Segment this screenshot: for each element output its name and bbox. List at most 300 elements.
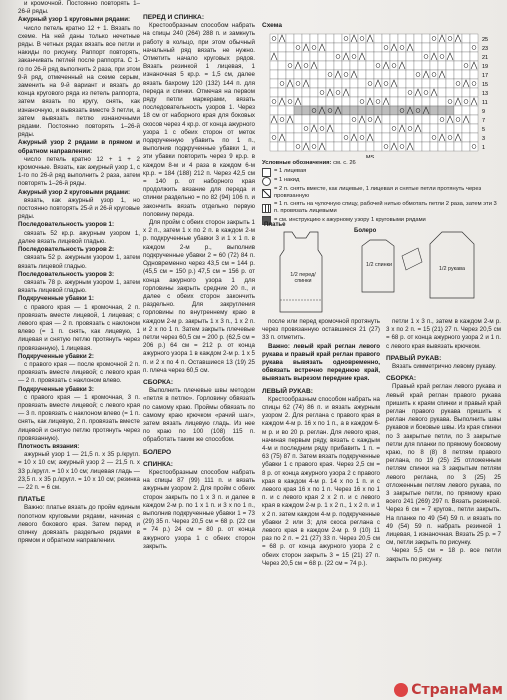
paragraph: Важно: платье вязать до пройм единым полотном круговыми рядами, начиная с левого бокового края. Затем перед и спинку довязать раздельно рядами в прямом и обратном направлении. xyxy=(18,504,140,545)
chart-cell xyxy=(470,79,478,88)
chart-cell xyxy=(310,88,318,97)
chart-cell xyxy=(318,61,326,70)
garment-diagrams xyxy=(262,222,502,318)
chart-cell xyxy=(390,88,398,97)
row-number-label: 7 xyxy=(482,118,486,124)
chart-cell xyxy=(470,88,478,97)
chart-cell xyxy=(286,52,294,61)
chart-cell xyxy=(294,43,302,52)
paragraph: ажурный узор 1 — 21,5 п. x 35 р./кругл. = 10 x 10 см; ажурный узор 2 — 21,5 п. x 33 р./кругл. = 10 x 10 см; лицевая гладь — 23,5 п. x 35 р./кругл. = 10 x 10 см; резинка — 22 п. = 6 см. xyxy=(18,451,140,491)
chart-cell xyxy=(350,106,358,115)
chart-cell xyxy=(366,43,374,52)
chart-cell xyxy=(446,34,454,43)
chart-cell xyxy=(326,106,334,115)
chart-cell xyxy=(438,142,446,151)
yarn-over-icon xyxy=(262,177,271,186)
paragraph: Выполнить плечевые швы методом «петля в петлю». Горловину обвязать по самому краю. Проймы обвязать по самому краю крючком «рачий шаг», затем вязать лицевую гладь. Из нее по краю по 100 (108) 115 п. обработать таким же способом. xyxy=(143,387,255,444)
chart-cell xyxy=(374,52,382,61)
chart-cell xyxy=(454,43,462,52)
chart-cell xyxy=(406,52,414,61)
chart-cell xyxy=(270,124,278,133)
chart-cell xyxy=(334,88,342,97)
chart-cell xyxy=(350,142,358,151)
chart-grid xyxy=(262,30,502,158)
row-number-label: 15 xyxy=(482,82,489,88)
chart-cell xyxy=(326,52,334,61)
paragraph: вязать, как ажурный узор 1, но постоянно повторять 25-й и 26-й круговые ряды. xyxy=(18,196,140,221)
chart-cell xyxy=(462,124,470,133)
chart-cell xyxy=(454,70,462,79)
chart-cell xyxy=(390,52,398,61)
chart-cell xyxy=(342,34,350,43)
chart-cell xyxy=(374,142,382,151)
chart-cell xyxy=(350,97,358,106)
chart-cell xyxy=(294,115,302,124)
chart-cell xyxy=(438,97,446,106)
chart-cell xyxy=(342,70,350,79)
chart-cell xyxy=(334,52,342,61)
chart-cell xyxy=(326,61,334,70)
section-title: БОЛЕРО xyxy=(143,448,172,456)
chart-cell xyxy=(454,61,462,70)
chart-cell xyxy=(302,97,310,106)
diagram-label: 1/2 перед/спинки xyxy=(290,272,316,285)
chart-cell xyxy=(382,142,390,151)
chart-cell xyxy=(390,70,398,79)
chart-cell xyxy=(334,61,342,70)
chart-cell xyxy=(302,124,310,133)
chart-cell xyxy=(398,43,406,52)
chart-cell xyxy=(430,124,438,133)
text-column-3 xyxy=(262,318,380,568)
chart-cell xyxy=(334,79,342,88)
chart-cell xyxy=(318,133,326,142)
chart-cell xyxy=(414,115,422,124)
chart-cell xyxy=(470,34,478,43)
chart-cell xyxy=(446,61,454,70)
chart-cell xyxy=(326,142,334,151)
chart-cell xyxy=(462,106,470,115)
text-column-4 xyxy=(386,318,501,564)
chart-cell xyxy=(294,106,302,115)
chart-cell xyxy=(470,43,478,52)
chart-cell xyxy=(350,52,358,61)
chart-cell xyxy=(366,52,374,61)
chart-cell xyxy=(470,106,478,115)
chart-cell xyxy=(414,52,422,61)
chart-cell xyxy=(342,106,350,115)
chart-cell xyxy=(310,52,318,61)
chart-cell xyxy=(446,70,454,79)
chart-cell xyxy=(422,88,430,97)
paragraph: число петель кратно 12 + 1 + 2 кромочные. Вязать, как ажурный узор 1, с 1-го по 26-й ряд выполнить 2 раза, затем повторять 1–26-й ряды. xyxy=(18,155,140,188)
chart-cell xyxy=(462,34,470,43)
chart-cell xyxy=(446,133,454,142)
chart-cell xyxy=(278,79,286,88)
chart-cell xyxy=(422,142,430,151)
text-column-2 xyxy=(143,0,255,551)
chart-cell xyxy=(342,79,350,88)
paragraph: число петель кратно 12 + 1. Вязать по схеме. На ней даны только нечетные ряды. В четных рядах вязать все петли и накиды по рисунку. Раппорт повторять, заканчивать петлей после раппорта. С 1-го по 26-й ряд выполнить 2 раза, при этом 9-й ряд, отмеченный на схеме серым, заменить на 9-й вариант и вязать до конца кругового ряда из петель раппорта, затем вязать по кругу, снять, как изнаночную, и вывязать вместе 3 петли, а затем вывязать петлю изнаночными рядами. Постоянно повторять 1–26-й ряды. xyxy=(18,24,140,139)
chart-cell xyxy=(430,70,438,79)
chart-cell xyxy=(438,43,446,52)
chart-cell xyxy=(342,115,350,124)
chart-cell xyxy=(446,142,454,151)
chart-cell xyxy=(366,61,374,70)
chart-cell xyxy=(462,43,470,52)
chart-cell xyxy=(278,106,286,115)
paragraph: Крестообразным способом набрать на спицы 62 (74) 86 п. и вязать ажурным узором 2. Для реглана с правого края в каждом 4-м р. 16 х по 1 п., а в каждом 6-м р. и во 20 р. реглан. Для левого края, начиная первым ряду, вязать с каждым 4-м и последним ряду прибавить 1 п. = 63 (75) 87 п. Затем вязать подкрученные убавки 1 с правого края. Через 2,5 см = 8 р. от конца ажурного узора 2 с правого края в каждом 4-м р. 14 х по 1 п. и с левого края 16 х по 1 п. Через 16 х по 1 п. и с левого края 2 х 2 п. и с левого края в каждом 2-м р. 1 х 2 п., 1 х 2 п. и 1 х 2 п. затем каждом 4-м р. подкрученные убавки 2 или 3; для скоса реглана с левого края в каждом 2-м р. 9 (10) 11 раз по 2 п. = 21 (27) 33 п. Через 20,5 см = 68 р. от конца ажурного узора 2 с обеих сторон закрыть 3 = 15 (21) 27 п. Через 20,5 см = 68 р. (22 см = 74 р.). xyxy=(262,395,380,567)
chart-cell xyxy=(430,115,438,124)
chart-cell xyxy=(422,61,430,70)
chart-cell xyxy=(390,124,398,133)
chart-cell xyxy=(310,70,318,79)
chart-cell xyxy=(430,43,438,52)
chart-cell xyxy=(342,43,350,52)
chart-cell xyxy=(278,142,286,151)
chart-cell xyxy=(366,142,374,151)
chart-cell xyxy=(430,142,438,151)
paragraph: с правого края — 1 кромочная, 2 п. провязать вместе лицевой, 1 лицевая; с левого края — 2 п. провязать с наклоном влево (= 1 п. снять, как лицевую, 1 лицевая и снятую петлю протянуть через провязанную), 1 лицевая. xyxy=(18,303,140,352)
row-number-label: 13 xyxy=(482,91,489,97)
chart-cell xyxy=(318,97,326,106)
chart-cell xyxy=(462,70,470,79)
chart-cell xyxy=(454,142,462,151)
row-number-label: 3 xyxy=(482,136,486,142)
chart-cell xyxy=(438,61,446,70)
chart-cell xyxy=(358,106,366,115)
row-number-label: 25 xyxy=(482,37,489,43)
chart-cell xyxy=(294,34,302,43)
chart-cell xyxy=(438,88,446,97)
section-title: ЛЕВЫЙ РУКАВ: xyxy=(262,387,313,395)
chart-cell xyxy=(342,97,350,106)
chart-cell xyxy=(358,79,366,88)
chart-cell xyxy=(326,79,334,88)
chart-cell xyxy=(358,70,366,79)
chart-cell xyxy=(422,52,430,61)
chart-cell xyxy=(446,106,454,115)
chart-cell xyxy=(382,115,390,124)
chart-cell xyxy=(422,115,430,124)
section-title: СПИНКА: xyxy=(143,460,173,468)
chart-cell xyxy=(406,70,414,79)
chart-cell xyxy=(398,70,406,79)
chart-cell xyxy=(318,70,326,79)
section-title: ПЛАТЬЕ xyxy=(18,496,45,504)
chart-cell xyxy=(374,34,382,43)
chart-cell xyxy=(278,43,286,52)
row-number-label: 23 xyxy=(482,46,489,52)
chart-cell xyxy=(318,88,326,97)
chart-cell xyxy=(286,70,294,79)
section-heading: Подкрученные убавки 1: xyxy=(18,295,94,303)
chart-cell xyxy=(302,61,310,70)
legend-item: = 1 накид xyxy=(262,177,502,186)
section-title: СБОРКА: xyxy=(143,378,174,386)
section-title: СБОРКА: xyxy=(386,375,417,383)
chart-cell xyxy=(462,88,470,97)
section-heading: Последовательность узоров 1: xyxy=(18,221,115,229)
chart-cell xyxy=(310,79,318,88)
legend-item: = 1 лицевая xyxy=(262,168,502,177)
chart-cell xyxy=(270,88,278,97)
chart-cell xyxy=(462,97,470,106)
chart-cell xyxy=(382,70,390,79)
row-number-label: 19 xyxy=(482,64,489,70)
paragraph: связать 52 р. ажурным узором 1, затем вязать лицевой гладью. xyxy=(18,254,140,270)
chart-cell xyxy=(286,106,294,115)
chart-cell xyxy=(382,88,390,97)
chart-cell xyxy=(318,52,326,61)
chart-cell xyxy=(318,79,326,88)
chart-cell xyxy=(406,133,414,142)
chart-cell xyxy=(358,88,366,97)
chart-cell xyxy=(414,70,422,79)
chart-cell xyxy=(462,61,470,70)
chart-cell xyxy=(278,52,286,61)
diagram-title-bolero: Болеро xyxy=(354,228,377,234)
chart-cell xyxy=(366,70,374,79)
paragraph: Правый край реглан левого рукава и левый край реглан правого рукава пришить к краям спинки и правый край реглан правого рукава пришить к реглан левого рукава. Выполнить швы рукавов и боковые швы. Из края спинки по 3 закрытые петли, по 3 закрытые петли для планки по прямому боковому краю, по 8 (8) 8 петлям правого реглана, по 19 (25) 25 отложенным петлям спинки на 3 закрытым петлям левого реглана, по 3 (25) 25 отложенным петлям левого рукава, по 3 закрытые петли, по прямому краю всего 241 (269) 297 п. Вязать резинкой. Через 6 см = 7 кругов., петли закрыть. На планке по 49 (54) 59 п. и вязать по 49 (54) 59 п. набрать резинкой 1 лицевая, 1 изнаночная. Вязать 25 р. = 7 см, петли закрыть по рисунку. xyxy=(386,383,501,547)
chart-cell xyxy=(326,115,334,124)
chart-cell xyxy=(318,124,326,133)
chart-cell xyxy=(390,133,398,142)
chart-cell xyxy=(350,43,358,52)
chart-cell xyxy=(430,61,438,70)
chart-cell xyxy=(366,88,374,97)
chart-cell xyxy=(398,142,406,151)
chart-title: Схема xyxy=(262,22,283,29)
chart-cell xyxy=(302,70,310,79)
site-watermark xyxy=(394,682,503,698)
row-number-label: 1 xyxy=(482,145,486,151)
chart-cell xyxy=(270,97,278,106)
chart-cell xyxy=(382,52,390,61)
chart-cell xyxy=(310,43,318,52)
paragraph: Вязать симметрично левому рукаву. xyxy=(392,363,497,371)
chart-cell xyxy=(430,97,438,106)
chart-cell xyxy=(374,124,382,133)
row-number-label: 5 xyxy=(482,127,486,133)
chart-cell xyxy=(270,133,278,142)
chart-cell xyxy=(414,97,422,106)
chart-cell xyxy=(350,79,358,88)
chart-cell xyxy=(454,88,462,97)
legend xyxy=(262,160,502,225)
chart-cell xyxy=(430,106,438,115)
chart-cell xyxy=(302,133,310,142)
chart-cell xyxy=(430,34,438,43)
logo-icon xyxy=(394,683,408,697)
chart-cell xyxy=(398,106,406,115)
chart-cell xyxy=(414,43,422,52)
chart-cell xyxy=(310,97,318,106)
row-number-label: 9 xyxy=(482,109,486,115)
chart-cell xyxy=(390,106,398,115)
chart-cell xyxy=(382,34,390,43)
chart-cell xyxy=(446,88,454,97)
chart-cell xyxy=(438,52,446,61)
chart-cell xyxy=(326,43,334,52)
chart-cell xyxy=(390,34,398,43)
chart-cell xyxy=(358,61,366,70)
chart-cell xyxy=(286,142,294,151)
chart-cell xyxy=(294,142,302,151)
chart-cell xyxy=(382,106,390,115)
chart-cell xyxy=(302,88,310,97)
paragraph: и кромочной. Постоянно повторять 1–26-й ряды. xyxy=(18,0,140,16)
chart-cell xyxy=(334,34,342,43)
paragraph: Важно: левый край реглан левого рукава и правый край реглан правого рукава вывязать одновременно, обвязать встречно переднюю край, вывязать вырезом передние края. xyxy=(262,342,380,383)
section-title: ПЕРЕД И СПИНКА: xyxy=(143,14,205,21)
chart-cell xyxy=(462,142,470,151)
chart-cell xyxy=(374,43,382,52)
chart-cell xyxy=(398,115,406,124)
legend-item: = см. инструкцию к ажурному узору 1 круговыми рядами xyxy=(262,216,502,225)
chart-cell xyxy=(294,70,302,79)
chart-cell xyxy=(374,88,382,97)
chart-cell xyxy=(310,142,318,151)
chart-cell xyxy=(422,124,430,133)
chart-cell xyxy=(310,115,318,124)
legend-ref: см. с. 26 xyxy=(333,160,356,166)
chart-cell xyxy=(358,43,366,52)
chart-cell xyxy=(422,97,430,106)
chart-cell xyxy=(398,97,406,106)
chart-cell xyxy=(334,124,342,133)
chart-cell xyxy=(358,34,366,43)
chart-cell xyxy=(422,133,430,142)
chart-cell xyxy=(414,79,422,88)
chart-cell xyxy=(278,88,286,97)
chart-cell xyxy=(366,106,374,115)
chart-cell xyxy=(422,43,430,52)
chart-cell xyxy=(470,133,478,142)
section-heading: Подкрученные убавки 3: xyxy=(18,385,94,393)
paragraph: связать 52 кр.р. ажурным узором 1, далее вязать лицевой гладью. xyxy=(18,229,140,245)
row-number-label: 11 xyxy=(482,100,488,106)
repeat-label: МS xyxy=(366,155,375,158)
chart-cell xyxy=(406,124,414,133)
text-column-1 xyxy=(18,0,140,545)
chart-cell xyxy=(382,133,390,142)
chart-cell xyxy=(278,61,286,70)
chart-cell xyxy=(454,124,462,133)
chart-cell xyxy=(374,133,382,142)
chart-cell xyxy=(334,97,342,106)
section-heading: Ажурный узор 1 круговыми рядами: xyxy=(18,16,131,24)
chart-cell xyxy=(294,52,302,61)
paragraph: с правого края — 1 кромочная, 3 п. провязать вместе лицевой; с левого края — 3 п. провязать с наклоном влево (= 1 п. снять, как лицевую, 2 п. провязать вместе лицевой и снятую петлю протянуть через провязанную). xyxy=(18,393,140,442)
chart-cell xyxy=(358,97,366,106)
chart-cell xyxy=(286,124,294,133)
chart-cell xyxy=(334,43,342,52)
chart-cell xyxy=(334,115,342,124)
chart-cell xyxy=(318,115,326,124)
chart-cell xyxy=(438,115,446,124)
diagram-label: 1/2 рукава xyxy=(439,266,465,272)
chart-cell xyxy=(294,88,302,97)
chart-cell xyxy=(470,115,478,124)
paragraph: Крестообразным способом набрать на спицы 240 (264) 288 п. и замкнуть работу в кольцо, при этом обычный начальный ряд вязать не нужно. Отметить начало круговых рядов. Вязать резинкой 1 лицевая, 1 изнаночная 5 кр.р. = 1,5 см, далее вязать бахрому 120 (132) 144 п. для переда и спинки. Отмечая на первом ряду петли маркерами, вязать последовательность узоров 1. Через 18 см от наборного края для боковых скосов через 4 кр.р. от конца ажурного узора 1 с обеих сторон от меток подкрученную убавить по 1 п., выполнив подкрученные убавки 1, и эти убавки повторить через 9 кр.р. в каждом 8-м и 4 раза в каждом 6-м кр.р. = 184 (188) 212 п. Через 42,5 см = 140 р. от наборного края продолжить вязание для переда и спинки раздельно = по 82 (94) 106 п. и закончить вязать отдельно первую половину переда. xyxy=(143,22,255,218)
section-heading: Плотность вязания: xyxy=(18,442,80,450)
chart-cell xyxy=(302,52,310,61)
chart-cell xyxy=(278,124,286,133)
chart-cell xyxy=(470,70,478,79)
chart-cell xyxy=(294,133,302,142)
chart-cell xyxy=(366,79,374,88)
chart-cell xyxy=(390,97,398,106)
chart-cell xyxy=(326,70,334,79)
chart-cell xyxy=(406,115,414,124)
chart-cell xyxy=(406,88,414,97)
chart-cell xyxy=(310,133,318,142)
chart-cell xyxy=(334,142,342,151)
chart-cell xyxy=(406,79,414,88)
paragraph: Крестообразным способом набрать на спицы 87 (99) 111 п. и вязать ажурным узором 2. Для пройм с обеих сторон закрыть по 1 х 3 п. и далее в каждом 2-м р. по 1 х 1 п. и 3 х по 1 п., выполнив подкрученные убавки 1 = 73 (29) 35 п. Через 20,5 см = 68 р. (22 см = 74 р.) 24 см = 80 р. от конца ажурного узора 1 с обеих сторон закрыть. xyxy=(143,468,255,550)
chart-cell xyxy=(382,79,390,88)
decrease-symbol-icon xyxy=(262,189,271,198)
chart-cell xyxy=(278,115,286,124)
section-title: ПРАВЫЙ РУКАВ: xyxy=(386,354,442,362)
row-number-label: 17 xyxy=(482,73,489,79)
section-heading: Последовательность узоров 3: xyxy=(18,270,115,278)
chart-cell xyxy=(350,124,358,133)
chart-cell xyxy=(374,61,382,70)
chart-cell xyxy=(278,70,286,79)
chart-cell xyxy=(286,97,294,106)
chart-cell xyxy=(374,106,382,115)
chart-cell xyxy=(358,124,366,133)
chart-cell xyxy=(382,43,390,52)
chart-cell xyxy=(438,79,446,88)
knit-symbol-icon xyxy=(262,168,271,177)
chart-cell xyxy=(302,34,310,43)
chart-cell xyxy=(398,52,406,61)
chart-cell xyxy=(302,106,310,115)
chart-cell xyxy=(270,43,278,52)
chart-cell xyxy=(326,97,334,106)
chart-cell xyxy=(310,34,318,43)
chart-cell xyxy=(438,106,446,115)
chart-cell xyxy=(286,61,294,70)
chart-cell xyxy=(318,34,326,43)
chart-cell xyxy=(446,124,454,133)
chart-cell xyxy=(454,115,462,124)
chart-cell xyxy=(406,34,414,43)
chart-cell xyxy=(286,88,294,97)
chart-cell xyxy=(390,115,398,124)
chart-cell xyxy=(270,70,278,79)
chart-cell xyxy=(406,61,414,70)
chart-cell xyxy=(270,79,278,88)
chart-cell xyxy=(286,43,294,52)
paragraph: Через 5,5 см = 18 р. все петли закрыть по рисунку. xyxy=(386,547,501,563)
section-heading: Последовательность узоров 2: xyxy=(18,246,115,254)
chart-cell xyxy=(398,79,406,88)
chart-cell xyxy=(414,142,422,151)
chart-cell xyxy=(358,142,366,151)
chart-cell xyxy=(350,88,358,97)
chart-cell xyxy=(366,124,374,133)
chart-cell xyxy=(446,97,454,106)
chart-cell xyxy=(374,70,382,79)
chart-cell xyxy=(454,106,462,115)
chart-cell xyxy=(414,34,422,43)
chart-cell xyxy=(470,52,478,61)
chart-cell xyxy=(326,34,334,43)
